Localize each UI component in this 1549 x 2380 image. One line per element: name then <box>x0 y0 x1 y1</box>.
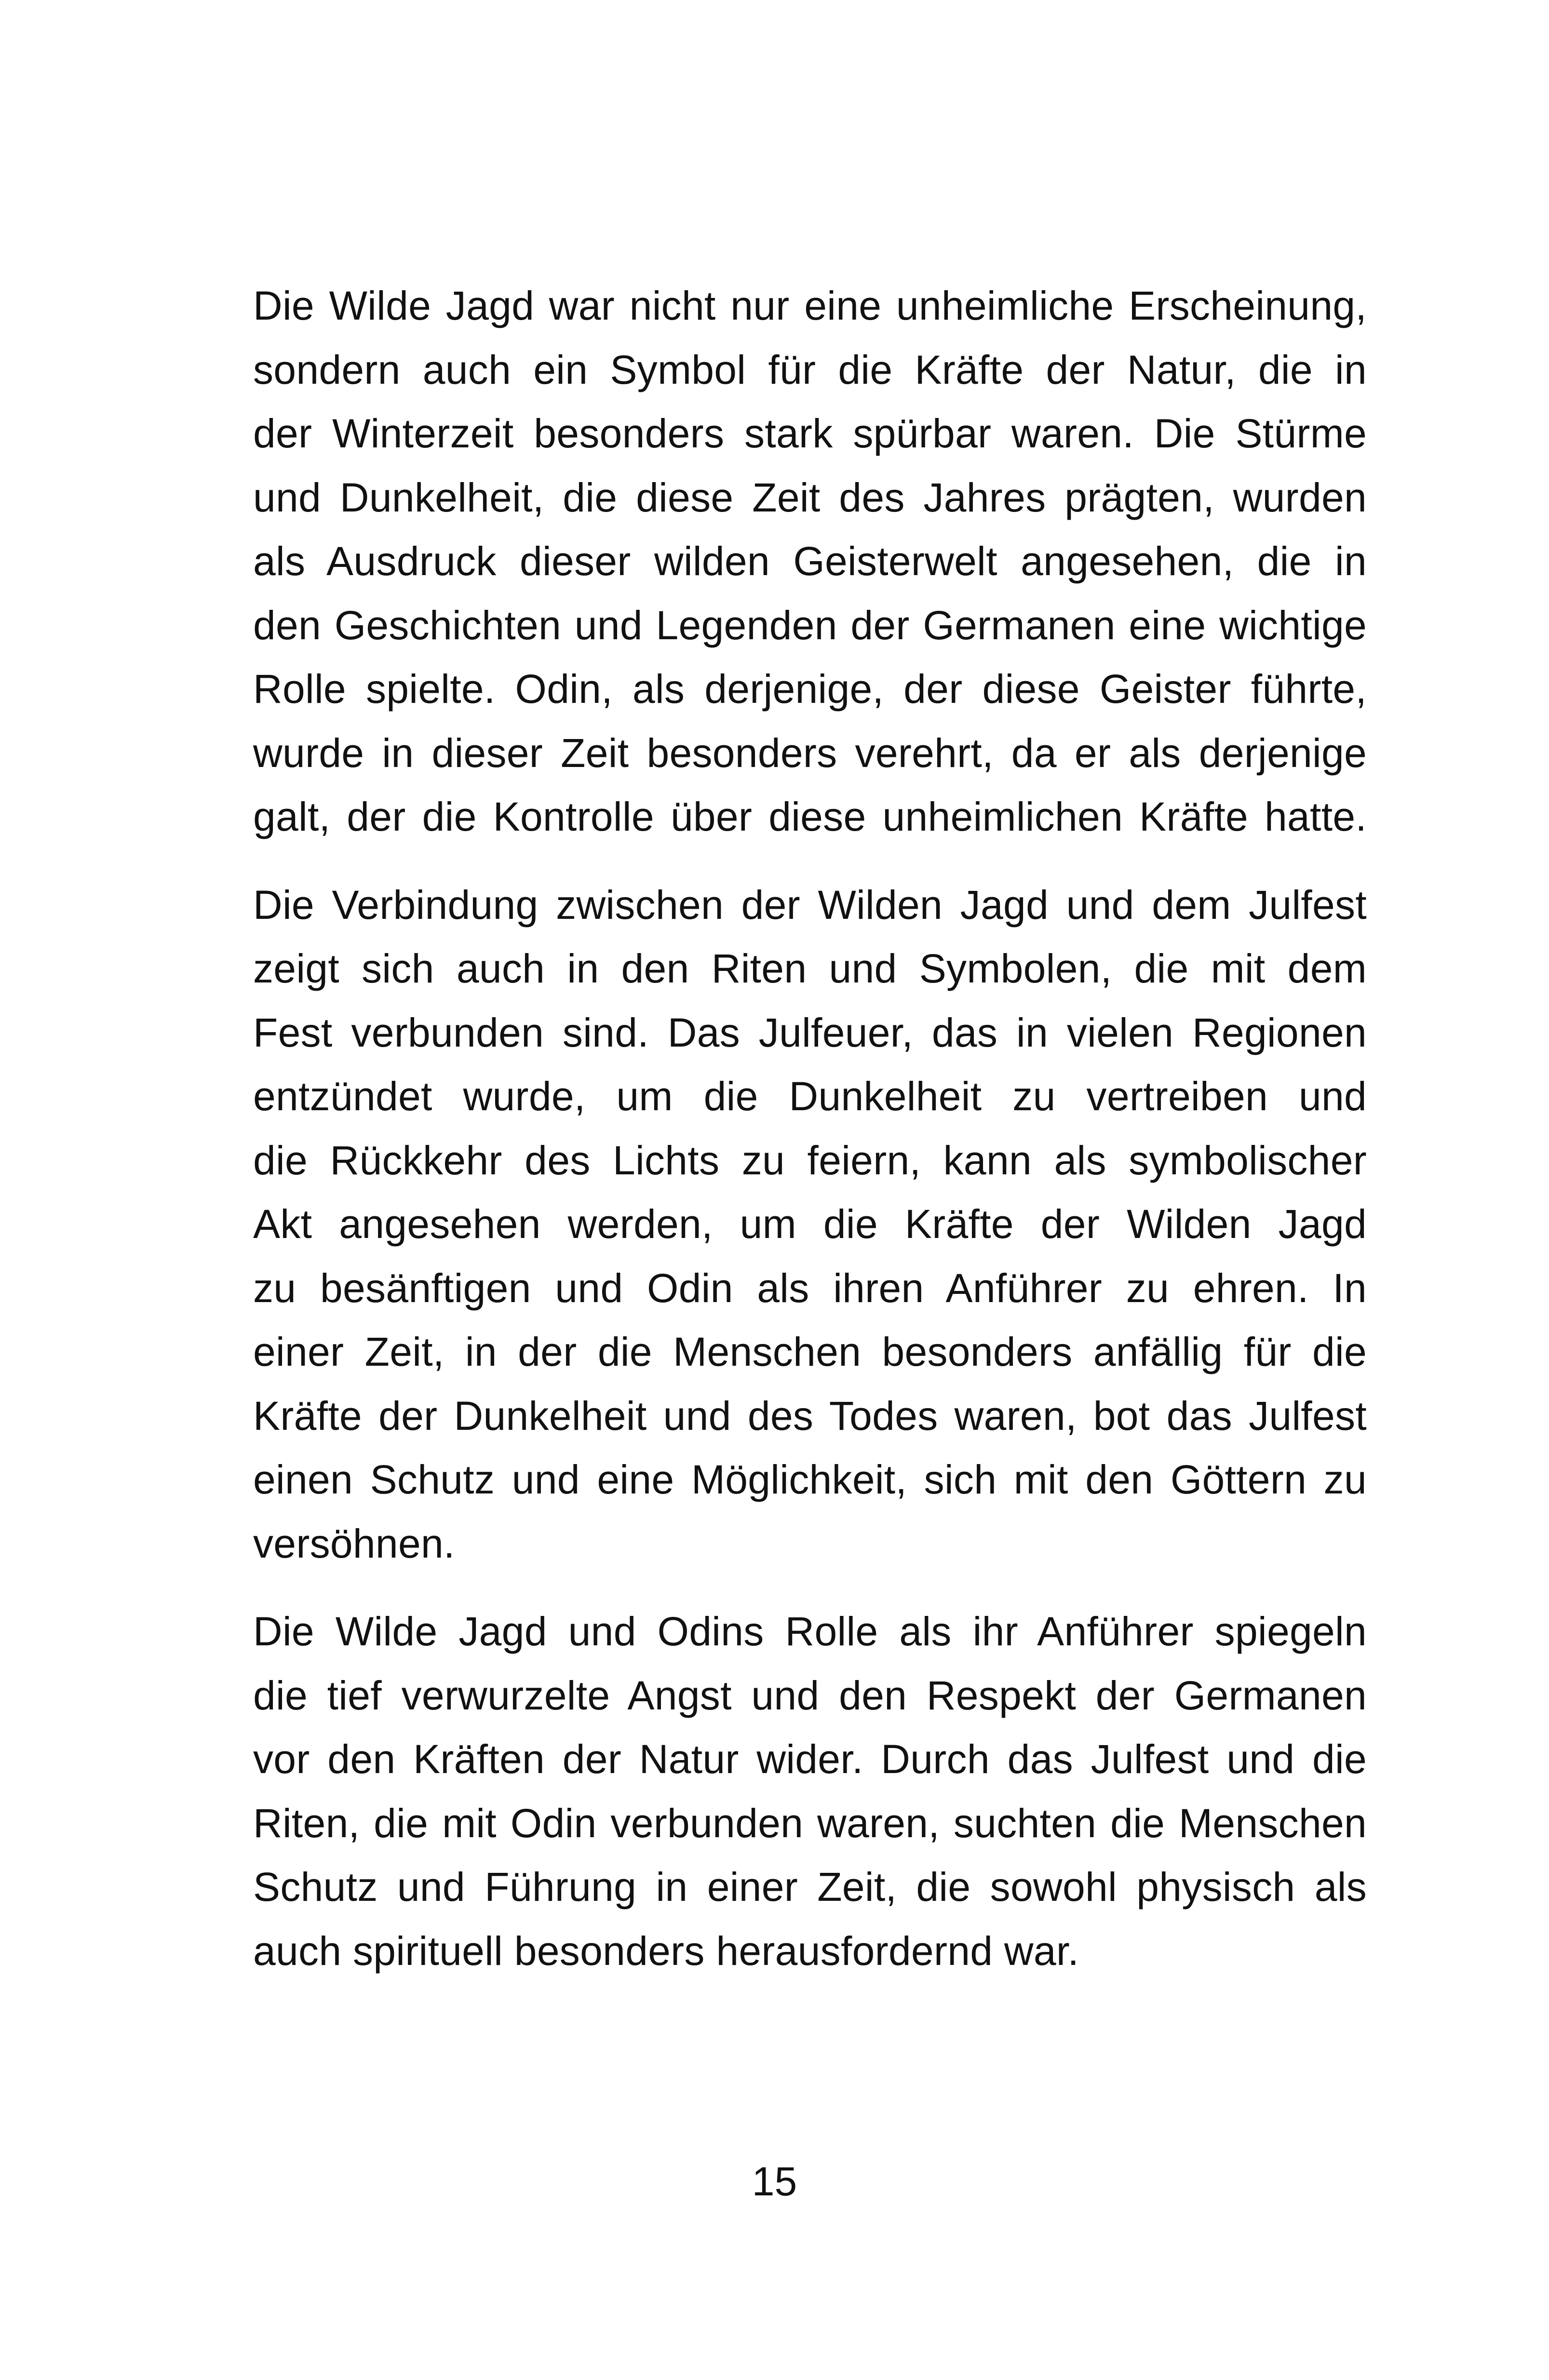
text-line: einen Schutz und eine Möglichkeit, sich mit den Göttern zu <box>253 1457 1367 1502</box>
text-line: Riten, die mit Odin verbunden waren, suchten die Menschen <box>253 1800 1367 1846</box>
text-line: vor den Kräften der Natur wider. Durch das Julfest und die <box>253 1736 1367 1782</box>
text-line: Rolle spielte. Odin, als derjenige, der diese Geister führte, <box>253 666 1367 712</box>
text-line: die Rückkehr des Lichts zu feiern, kann als symbolischer <box>253 1137 1367 1183</box>
text-line: der Winterzeit besonders stark spürbar waren. Die Stürme <box>253 411 1367 456</box>
text-line: versöhnen. <box>253 1520 455 1566</box>
text-line: entzündet wurde, um die Dunkelheit zu vertreiben und <box>253 1074 1367 1119</box>
text-line: die tief verwurzelte Angst und den Respekt der Germanen <box>253 1672 1367 1718</box>
text-line: als Ausdruck dieser wilden Geisterwelt angesehen, die in <box>253 538 1367 584</box>
text-line: und Dunkelheit, die diese Zeit des Jahres prägten, wurden <box>253 474 1367 520</box>
text-line: Schutz und Führung in einer Zeit, die sowohl physisch als <box>253 1864 1367 1909</box>
text-line: Die Verbindung zwischen der Wilden Jagd und dem Julfest <box>253 882 1367 928</box>
text-line: Die Wilde Jagd und Odins Rolle als ihr Anführer spiegeln <box>253 1609 1367 1654</box>
text-line: wurde in dieser Zeit besonders verehrt, da er als derjenige <box>253 730 1367 776</box>
body-text <box>253 274 1367 1983</box>
text-line: galt, der die Kontrolle über diese unheimlichen Kräfte hatte. <box>253 794 1367 839</box>
text-line: Fest verbunden sind. Das Julfeuer, das in vielen Regionen <box>253 1009 1367 1055</box>
text-line: zeigt sich auch in den Riten und Symbolen, die mit dem <box>253 946 1367 991</box>
text-line: Die Wilde Jagd war nicht nur eine unheimliche Erscheinung, <box>253 283 1367 328</box>
page-number: 15 <box>752 2159 797 2204</box>
text-line: Akt angesehen werden, um die Kräfte der Wilden Jagd <box>253 1201 1367 1247</box>
paragraph-1 <box>253 274 1367 849</box>
paragraph-2 <box>253 873 1367 1576</box>
text-line: auch spirituell besonders herausfordernd war. <box>253 1928 1079 1974</box>
text-line: den Geschichten und Legenden der Germanen eine wichtige <box>253 602 1367 648</box>
paragraph-3 <box>253 1600 1367 1983</box>
text-line: zu besänftigen und Odin als ihren Anführer zu ehren. In <box>253 1265 1367 1311</box>
text-line: einer Zeit, in der die Menschen besonders anfällig für die <box>253 1329 1367 1374</box>
text-line: Kräfte der Dunkelheit und des Todes waren, bot das Julfest <box>253 1393 1367 1439</box>
text-line: sondern auch ein Symbol für die Kräfte der Natur, die in <box>253 347 1367 392</box>
